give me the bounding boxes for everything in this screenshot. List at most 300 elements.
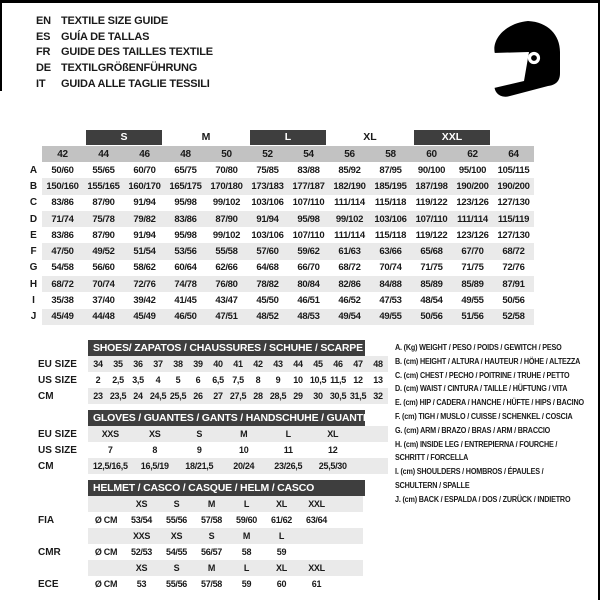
measure-row-f: [25, 243, 534, 259]
measure-value-cell: 53/56: [174, 246, 197, 258]
shoes-value-cell: 34: [93, 359, 103, 369]
page-border-left: [0, 3, 2, 91]
measure-value-cell: 70/74: [379, 262, 402, 274]
helmet-standard-label: CMR: [25, 544, 88, 560]
measure-value-cell: 63/66: [379, 246, 402, 258]
size-group-row: [25, 129, 534, 146]
helmet-size-cell: S: [208, 531, 215, 541]
measure-value-cell: 127/130: [497, 197, 530, 209]
legend-line: C. (cm) CHEST / PECHO / POITRINE / TRUHE / PETTO: [395, 370, 570, 380]
measure-value-cell: 115/118: [374, 229, 407, 241]
gloves-row-label: EU SIZE: [25, 426, 88, 442]
shoes-value-cell: 31,5: [349, 391, 367, 401]
measure-value-cell: 48/52: [256, 311, 279, 323]
measure-value-cell: 111/114: [334, 197, 365, 209]
language-row: [36, 77, 213, 93]
measure-value-cell: 103/106: [374, 213, 407, 225]
measure-value-cell: 43/47: [215, 295, 238, 307]
measure-value-cell: 52/58: [502, 311, 525, 323]
measure-value-cell: 57/60: [256, 246, 279, 258]
helmet-row-label-spacer: [25, 496, 88, 512]
shoes-value-cell: 23: [93, 391, 103, 401]
measure-value-cell: 99/102: [335, 213, 364, 225]
measure-row-a: [25, 162, 534, 178]
measure-value-cell: 115/119: [497, 213, 530, 225]
shoes-value-cell: 23,5: [109, 391, 127, 401]
helmet-value-cell: 59: [241, 579, 252, 589]
row-letter: J: [25, 309, 42, 325]
shoes-row-us-size: [25, 372, 388, 388]
measure-value-cell: 75/85: [256, 164, 279, 176]
gloves-row-eu-size: [25, 426, 388, 442]
measure-value-cell: 64/68: [256, 262, 279, 274]
helmet-value-cell: 59/60: [235, 515, 258, 525]
shoes-value-cell: 30,5: [329, 391, 347, 401]
measure-value-cell: 123/126: [456, 229, 489, 241]
measure-value-cell: 83/86: [51, 229, 74, 241]
measure-value-cell: 87/91: [502, 278, 525, 290]
measure-value-cell: 95/98: [174, 229, 197, 241]
shoes-value-cell: 24: [133, 391, 143, 401]
measure-value-cell: 60/70: [133, 164, 156, 176]
helmet-value-cell: 52/53: [130, 547, 153, 557]
measure-value-cell: 87/90: [92, 229, 115, 241]
shoes-value-cell: 7,5: [232, 375, 244, 385]
measure-value-cell: 170/180: [210, 180, 243, 192]
measure-value-cell: 95/100: [458, 164, 487, 176]
shoes-value-cell: 9: [275, 375, 281, 385]
legend-line: B. (cm) HEIGHT / ALTURA / HAUTEUR / HÖHE / ALTEZZA: [395, 356, 581, 366]
measure-value-cell: 119/122: [415, 197, 448, 209]
legend-line: A. (Kg) WEIGHT / PESO / POIDS / GEWITCH / PESO: [395, 343, 562, 352]
measure-value-cell: 47/50: [51, 246, 74, 258]
size-group-m: M: [201, 131, 211, 143]
shoes-value-cell: 40: [213, 359, 223, 369]
measure-value-cell: 72/76: [133, 278, 156, 290]
helmet-value-cell: 60: [276, 579, 287, 589]
measure-value-cell: 76/80: [215, 278, 238, 290]
gloves-row-label: US SIZE: [25, 442, 88, 458]
shoes-value-cell: 27,5: [229, 391, 247, 401]
size-number-header-row: [25, 146, 534, 162]
measure-value-cell: 111/114: [334, 229, 365, 241]
helmet-size-cell: XS: [170, 531, 183, 541]
gloves-section-title: GLOVES / GUANTES / GANTS / HANDSCHUHE / GUANTI: [88, 410, 365, 426]
measure-value-cell: 87/95: [379, 164, 402, 176]
helmet-unit-label: Ø CM: [94, 547, 118, 557]
size-group-xl: XL: [363, 131, 377, 143]
measure-value-cell: 80/84: [297, 278, 320, 290]
shoes-value-cell: 4: [155, 375, 161, 385]
shoes-value-cell: 3,5: [132, 375, 144, 385]
legend-line: G. (cm) ARM / BRAZO / BRAS / ARM / BRACCIO: [395, 425, 551, 435]
measure-value-cell: 85/92: [338, 164, 361, 176]
measure-value-cell: 39/42: [133, 295, 156, 307]
measure-value-cell: 49/55: [461, 295, 484, 307]
measure-value-cell: 91/94: [133, 229, 156, 241]
legend-line: E. (cm) HIP / CADERA / HANCHE / HÜFTE / HIPS / BACINO: [395, 398, 584, 408]
shoes-value-cell: 27: [213, 391, 223, 401]
size-number-cell: 60: [426, 148, 437, 160]
language-code: FR: [36, 46, 51, 59]
language-row: [36, 45, 213, 61]
measure-value-cell: 79/82: [133, 213, 156, 225]
measure-value-cell: 103/106: [251, 197, 284, 209]
shoes-value-cell: 5: [175, 375, 181, 385]
helmet-value-cell: 55/56: [165, 515, 188, 525]
helmet-value-cell: 57/58: [200, 515, 223, 525]
gloves-value-cell: 10: [239, 445, 249, 455]
shoes-value-cell: 28: [253, 391, 263, 401]
measure-value-cell: 95/98: [297, 213, 320, 225]
gloves-value-cell: 16,5/19: [140, 461, 169, 471]
helmet-size-cell: XL: [276, 499, 287, 509]
size-group-s: S: [86, 130, 162, 145]
measure-value-cell: 60/64: [174, 262, 197, 274]
shoes-value-cell: 29: [293, 391, 303, 401]
shoes-value-cell: 6,5: [212, 375, 224, 385]
measure-value-cell: 173/183: [251, 180, 284, 192]
measure-value-cell: 37/40: [92, 295, 115, 307]
measure-row-b: [25, 178, 534, 194]
racing-helmet-icon: [486, 19, 562, 103]
measure-value-cell: 49/54: [338, 311, 361, 323]
row-letter: G: [25, 260, 42, 276]
shoes-value-cell: 47: [353, 359, 363, 369]
measure-value-cell: 107/110: [292, 229, 325, 241]
measure-value-cell: 85/89: [420, 278, 443, 290]
measure-value-cell: 190/200: [456, 180, 489, 192]
measure-value-cell: 83/88: [297, 164, 320, 176]
size-number-cell: 44: [98, 148, 109, 160]
helmet-value-cell: 54/55: [165, 547, 188, 557]
measure-value-cell: 54/58: [51, 262, 74, 274]
gloves-value-cell: 9: [196, 445, 202, 455]
language-title: GUÍA DE TALLAS: [61, 30, 150, 43]
measure-value-cell: 155/165: [87, 180, 120, 192]
measure-value-cell: 119/122: [415, 229, 448, 241]
measure-value-cell: 82/86: [338, 278, 361, 290]
shoes-value-cell: 32: [373, 391, 383, 401]
helmet-standard-label: ECE: [25, 576, 88, 592]
helmet-value-cell: 57/58: [200, 579, 223, 589]
gloves-value-cell: S: [196, 429, 203, 439]
measure-value-cell: 83/86: [51, 197, 74, 209]
size-number-cell: 50: [221, 148, 232, 160]
gloves-value-cell: XL: [327, 429, 339, 439]
corner-cell: [25, 146, 42, 162]
measure-value-cell: 68/72: [338, 262, 361, 274]
helmet-size-cell: XXS: [132, 531, 151, 541]
gloves-value-cell: 11: [283, 445, 293, 455]
language-code: ES: [36, 30, 51, 43]
language-title: TEXTILE SIZE GUIDE: [61, 15, 169, 27]
measure-value-cell: 83/86: [174, 213, 197, 225]
measure-value-cell: 75/78: [92, 213, 115, 225]
shoes-value-cell: 2: [95, 375, 101, 385]
measure-row-h: [25, 276, 534, 292]
shoes-value-cell: 12: [353, 375, 363, 385]
row-letter: B: [25, 178, 42, 194]
measure-row-d: [25, 211, 534, 227]
measure-value-cell: 99/102: [212, 229, 241, 241]
helmet-size-cell: L: [278, 531, 285, 541]
language-row: [36, 14, 213, 30]
row-letter: E: [25, 227, 42, 243]
measure-value-cell: 123/126: [456, 197, 489, 209]
shoes-row-label: CM: [25, 388, 88, 404]
size-number-cell: 52: [262, 148, 273, 160]
legend-line: I. (cm) SHOULDERS / HOMBROS / ÉPAULES /: [395, 467, 544, 477]
legend-line: J. (cm) BACK / ESPALDA / DOS / ZURÜCK / INDIETRO: [395, 494, 571, 504]
measure-value-cell: 70/74: [92, 278, 115, 290]
helmet-sizes-row-cmr: [25, 528, 363, 544]
measure-value-cell: 65/68: [420, 246, 443, 258]
measure-value-cell: 111/114: [457, 213, 488, 225]
helmet-size-cell: XS: [135, 563, 148, 573]
measure-value-cell: 51/54: [133, 246, 156, 258]
gloves-value-cell: M: [240, 429, 248, 439]
shoes-value-cell: 36: [133, 359, 143, 369]
helmet-unit-label: Ø CM: [94, 579, 118, 589]
helmet-section-title: HELMET / CASCO / CASQUE / HELM / CASCO: [88, 480, 365, 496]
shoes-value-cell: 8: [255, 375, 261, 385]
shoes-row-label: EU SIZE: [25, 356, 88, 372]
shoes-value-cell: 26: [193, 391, 203, 401]
measure-value-cell: 46/51: [297, 295, 320, 307]
helmet-value-cell: 63/64: [305, 515, 328, 525]
gloves-value-cell: 20/24: [233, 461, 255, 471]
measure-value-cell: 48/54: [420, 295, 443, 307]
shoes-row-label: US SIZE: [25, 372, 88, 388]
helmet-sizes-row-fia: [25, 496, 363, 512]
language-title: TEXTILGRÖßENFÜHRUNG: [61, 62, 198, 75]
shoes-value-cell: 37: [153, 359, 163, 369]
legend-line: D. (cm) WAIST / CINTURA / TAILLE / HÜFTUNG / VITA: [395, 384, 568, 394]
measure-value-cell: 177/187: [292, 180, 325, 192]
language-code: EN: [36, 15, 51, 27]
helmet-value-cell: 53: [136, 579, 147, 589]
row-letter: I: [25, 292, 42, 308]
size-number-cell: 56: [344, 148, 355, 160]
gloves-value-cell: 23/26,5: [274, 461, 303, 471]
helmet-size-cell: M: [242, 531, 251, 541]
measure-row-i: [25, 292, 534, 308]
size-number-cell: 62: [467, 148, 478, 160]
measure-value-cell: 115/118: [374, 197, 407, 209]
gloves-row-label: CM: [25, 458, 88, 474]
row-letter: H: [25, 276, 42, 292]
helmet-unit-label: Ø CM: [94, 515, 118, 525]
measure-value-cell: 55/65: [92, 164, 115, 176]
measure-value-cell: 84/88: [379, 278, 402, 290]
shoes-value-cell: 6: [195, 375, 201, 385]
shoes-value-cell: 28,5: [269, 391, 287, 401]
helmet-value-cell: 53/54: [130, 515, 153, 525]
measure-value-cell: 45/50: [256, 295, 279, 307]
size-number-cell: 54: [303, 148, 314, 160]
measure-value-cell: 90/100: [417, 164, 446, 176]
shoes-value-cell: 10: [293, 375, 303, 385]
measure-value-cell: 48/53: [297, 311, 320, 323]
measure-value-cell: 91/94: [133, 197, 156, 209]
measure-value-cell: 62/66: [215, 262, 238, 274]
measure-value-cell: 68/72: [51, 278, 74, 290]
gloves-value-cell: 18/21,5: [185, 461, 214, 471]
helmet-value-cell: 56/57: [200, 547, 223, 557]
helmet-value-cell: 59: [276, 547, 287, 557]
helmet-value-cell: 58: [241, 547, 252, 557]
helmet-size-cell: M: [207, 563, 216, 573]
measure-value-cell: 47/51: [215, 311, 238, 323]
helmet-size-cell: M: [207, 499, 216, 509]
shoes-row-eu-size: [25, 356, 388, 372]
gloves-value-cell: 8: [152, 445, 158, 455]
helmet-size-cell: XL: [276, 563, 287, 573]
language-title: GUIDE DES TAILLES TEXTILE: [61, 46, 213, 59]
language-code: DE: [36, 62, 51, 75]
measure-value-cell: 78/82: [256, 278, 279, 290]
measure-value-cell: 74/78: [174, 278, 197, 290]
helmet-values-row-ece: [25, 576, 363, 592]
row-letter: C: [25, 195, 42, 211]
size-group-l: L: [250, 130, 326, 145]
measure-value-cell: 45/49: [51, 311, 74, 323]
legend-line: SCHRITT / FORCELLA: [395, 453, 469, 463]
measure-row-g: [25, 260, 534, 276]
measure-value-cell: 87/90: [215, 213, 238, 225]
language-title: GUIDA ALLE TAGLIE TESSILI: [61, 77, 210, 90]
helmet-row-label-spacer: [25, 560, 88, 576]
legend-line: H. (cm) INSIDE LEG / ENTREPIERNA / FOURCHE /: [395, 439, 558, 449]
measure-value-cell: 71/74: [51, 213, 74, 225]
measure-value-cell: 160/170: [128, 180, 161, 192]
shoes-value-cell: 41: [233, 359, 243, 369]
shoes-size-table: [25, 356, 388, 404]
gloves-value-cell: 25,5/30: [318, 461, 347, 471]
measure-value-cell: 35/38: [51, 295, 74, 307]
language-row: [36, 30, 213, 46]
measure-value-cell: 107/110: [415, 213, 448, 225]
shoes-value-cell: 10,5: [309, 375, 327, 385]
measure-value-cell: 47/53: [379, 295, 402, 307]
helmet-sizes-row-ece: [25, 560, 363, 576]
legend-line: SCHULTERN / SPALLE: [395, 480, 470, 490]
helmet-standard-label: FIA: [25, 512, 88, 528]
row-letter: D: [25, 211, 42, 227]
measure-row-c: [25, 195, 534, 211]
shoes-value-cell: 11,5: [330, 375, 346, 385]
measure-value-cell: 185/195: [374, 180, 407, 192]
helmet-size-cell: XS: [135, 499, 148, 509]
measure-value-cell: 44/48: [92, 311, 115, 323]
size-group-xxl: XXL: [414, 130, 490, 145]
shoes-value-cell: 30: [313, 391, 323, 401]
measure-value-cell: 46/52: [338, 295, 361, 307]
gloves-value-cell: 12,5/16,5: [92, 461, 128, 471]
helmet-value-cell: 61/62: [270, 515, 293, 525]
helmet-size-cell: XXL: [308, 563, 325, 573]
measure-value-cell: 72/76: [502, 262, 525, 274]
gloves-row-us-size: [25, 442, 388, 458]
helmet-values-row-fia: [25, 512, 363, 528]
measure-value-cell: 187/198: [415, 180, 448, 192]
size-number-cell: 42: [57, 148, 68, 160]
gloves-row-cm: [25, 458, 388, 474]
measure-value-cell: 59/62: [297, 246, 320, 258]
size-number-cell: 46: [139, 148, 150, 160]
helmet-value-cell: 61: [311, 579, 322, 589]
measure-value-cell: 65/75: [174, 164, 197, 176]
measure-value-cell: 107/110: [292, 197, 325, 209]
shoes-value-cell: 43: [273, 359, 283, 369]
measure-value-cell: 85/89: [461, 278, 484, 290]
helmet-size-cell: L: [243, 563, 250, 573]
shoes-value-cell: 44: [293, 359, 303, 369]
measurement-legend: [395, 341, 600, 507]
shoes-value-cell: 48: [373, 359, 383, 369]
shoes-value-cell: 46: [333, 359, 343, 369]
measure-value-cell: 49/52: [92, 246, 115, 258]
shoes-value-cell: 35: [113, 359, 123, 369]
helmet-values-row-cmr: [25, 544, 363, 560]
helmet-size-cell: S: [173, 563, 180, 573]
measure-value-cell: 51/56: [461, 311, 484, 323]
measure-value-cell: 190/200: [497, 180, 530, 192]
row-letter: A: [25, 162, 42, 178]
helmet-size-cell: XXL: [308, 499, 325, 509]
measure-value-cell: 70/80: [215, 164, 238, 176]
textile-size-table: [25, 129, 534, 325]
gloves-value-cell: 12: [328, 445, 338, 455]
helmet-row-label-spacer: [25, 528, 88, 544]
measure-value-cell: 55/58: [215, 246, 238, 258]
measure-value-cell: 50/56: [420, 311, 443, 323]
helmet-size-table: [25, 496, 363, 592]
gloves-value-cell: 7: [107, 445, 113, 455]
helmet-size-cell: S: [173, 499, 180, 509]
measure-value-cell: 87/90: [92, 197, 115, 209]
measure-value-cell: 127/130: [497, 229, 530, 241]
measure-value-cell: 49/55: [379, 311, 402, 323]
gloves-value-cell: XXS: [101, 429, 119, 439]
measure-value-cell: 45/49: [133, 311, 156, 323]
measure-value-cell: 46/50: [174, 311, 197, 323]
size-number-cell: 58: [385, 148, 396, 160]
language-code: IT: [36, 77, 46, 90]
helmet-value-cell: 55/56: [165, 579, 188, 589]
shoes-value-cell: 42: [253, 359, 263, 369]
legend-line: F. (cm) TIGH / MUSLO / CUISSE / SCHENKEL / COSCIA: [395, 411, 573, 421]
measure-value-cell: 66/70: [297, 262, 320, 274]
measure-value-cell: 103/106: [251, 229, 284, 241]
measure-value-cell: 150/160: [46, 180, 79, 192]
language-row: [36, 61, 213, 77]
measure-row-j: [25, 309, 534, 325]
shoes-value-cell: 45: [313, 359, 323, 369]
shoes-value-cell: 13: [373, 375, 383, 385]
language-header: [36, 14, 213, 93]
measure-value-cell: 71/75: [461, 262, 484, 274]
shoes-value-cell: 24,5: [149, 391, 167, 401]
measure-value-cell: 165/175: [169, 180, 202, 192]
measure-value-cell: 56/60: [92, 262, 115, 274]
measure-value-cell: 99/102: [212, 197, 241, 209]
size-number-cell: 48: [180, 148, 191, 160]
measure-value-cell: 67/70: [461, 246, 484, 258]
gloves-value-cell: XS: [149, 429, 161, 439]
shoes-section-title: SHOES/ ZAPATOS / CHAUSSURES / SCHUHE / SCARPE: [88, 340, 365, 356]
